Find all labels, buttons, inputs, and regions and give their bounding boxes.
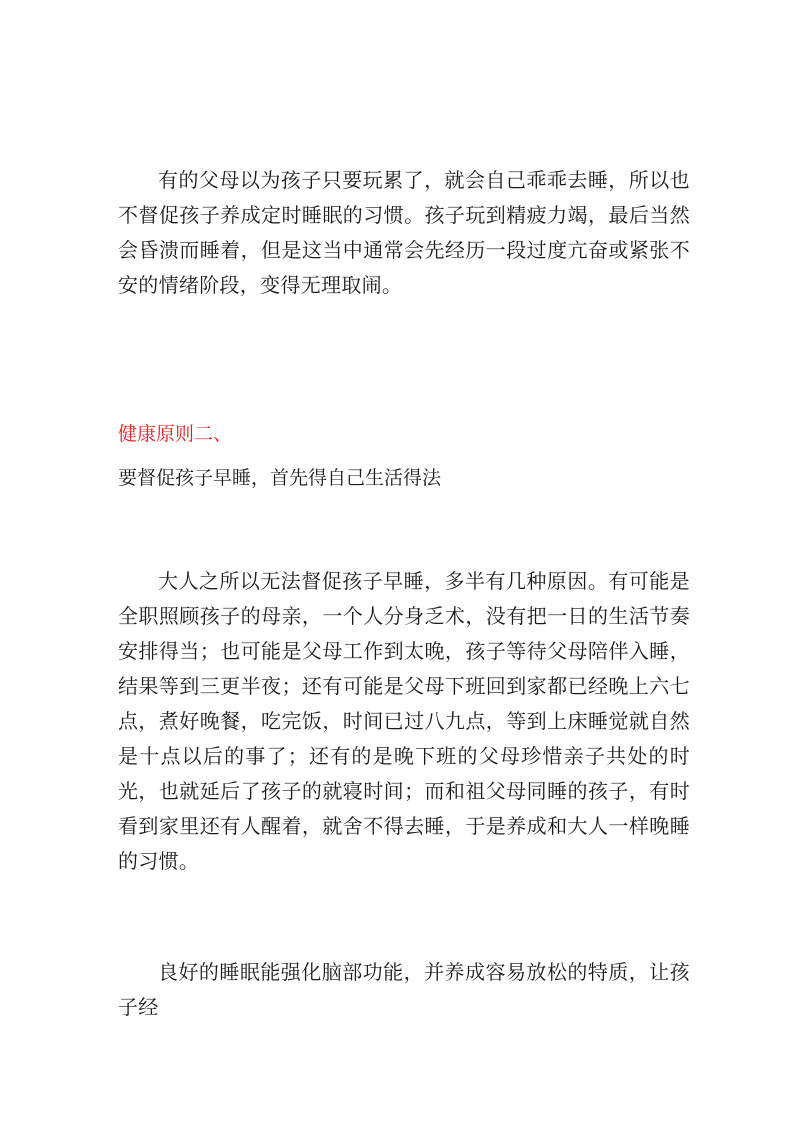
section-heading: 健康原则二、 [118, 423, 233, 445]
paragraph-intro: 有的父母以为孩子只要玩累了，就会自己乖乖去睡，所以也不督促孩子养成定时睡眠的习惯。孩子玩到精疲力竭，最后当然会昏溃而睡着，但是这当中通常会先经历一段过度亢奋或紧张不安的情绪阶段，变得无理取闹。 [118, 168, 690, 297]
paragraph-benefits: 良好的睡眠能强化脑部功能，并养成容易放松的特质，让孩子经 [118, 960, 690, 1019]
section-subheading: 要督促孩子早睡，首先得自己生活得法 [118, 467, 442, 489]
paragraph-reasons: 大人之所以无法督促孩子早睡，多半有几种原因。有可能是全职照顾孩子的母亲，一个人分身乏术，没有把一日的生活节奏安排得当；也可能是父母工作到太晚，孩子等待父母陪伴入睡，结果等到三更半夜；还有可能是父母下班回到家都已经晚上六七点，煮好晚餐，吃完饭，时间已过八九点，等到上床睡觉就自然是十点以后的事了；还有的是晚下班的父母珍惜亲子共处的时光，也就延后了孩子的就寝时间；而和祖父母同睡的孩子，有时看到家里还有人醒着，就舍不得去睡，于是养成和大人一样晚睡的习惯。 [118, 569, 690, 873]
